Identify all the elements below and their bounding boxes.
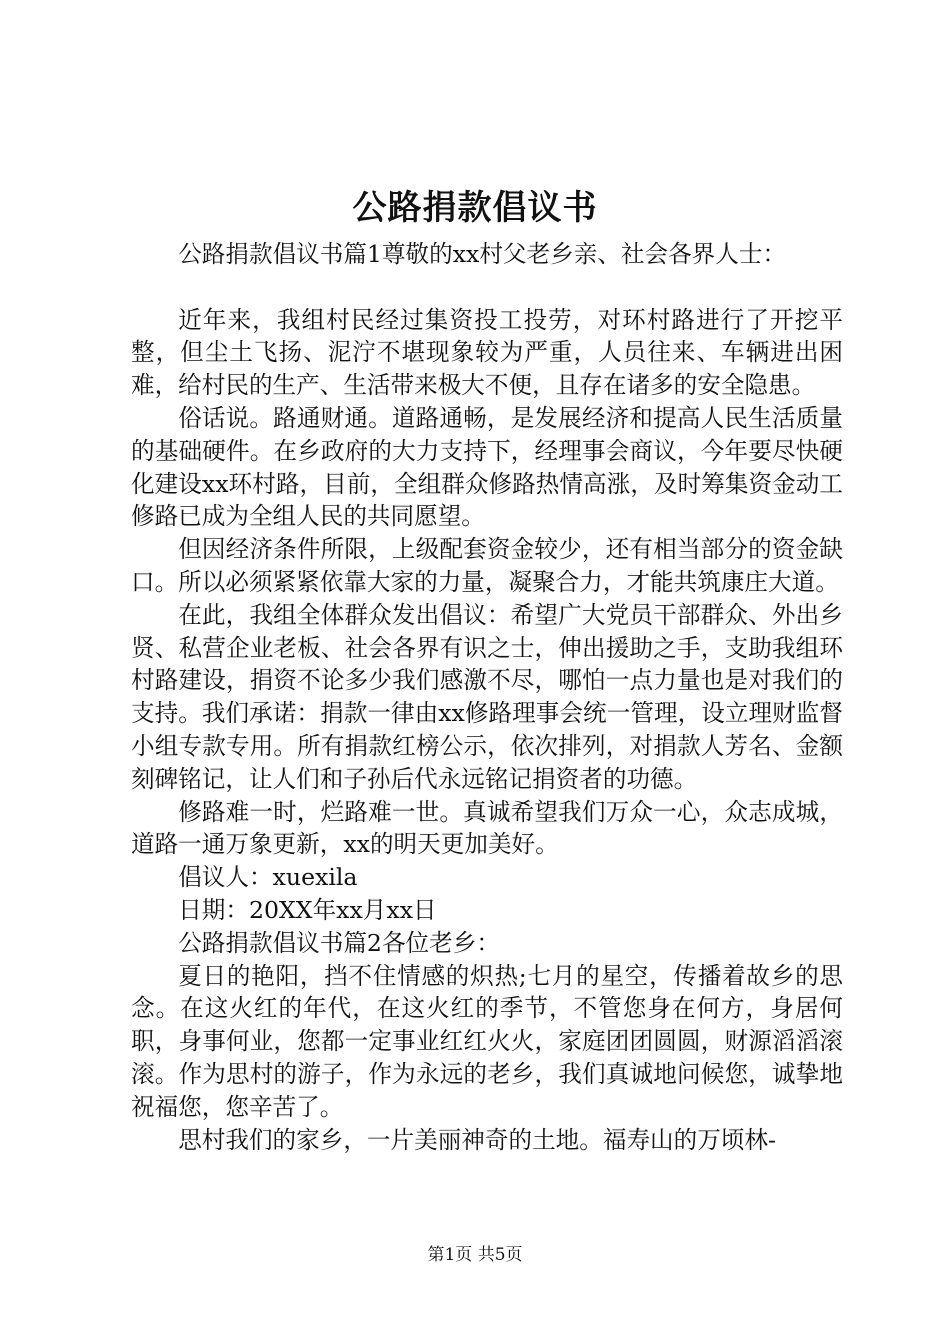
paragraph-intro: 公路捐款倡议书篇1尊敬的xx村父老乡亲、社会各界人士：: [178, 240, 787, 268]
paragraph: 在此，我组全体群众发出倡议：希望广大党员干部群众、外出乡贤、私营企业老板、社会各界有识之士，伸出援助之手，支助我组环村路建设，捐资不论多少我们感激不尽，哪怕一点力量也是对我们的支持。我们承诺：捐款一律由xx修路理事会统一管理，设立理财监督小组专款专用。所有捐款红榜公示，依次排列，对捐款人芳名、金额刻碑铭记，让人们和子孙后代永远铭记捐资者的功德。: [131, 600, 843, 793]
paragraph: 但因经济条件所限，上级配套资金较少，还有相当部分的资金缺口。所以必须紧紧依靠大家的力量，凝聚合力，才能共筑康庄大道。: [131, 535, 843, 596]
signature-date: 日期：20XX年xx月xx日: [178, 895, 437, 924]
document-title: 公路捐款倡议书: [352, 188, 598, 228]
paragraph: 近年来，我组村民经过集资投工投劳，对环村路进行了开挖平整，但尘土飞扬、泥泞不堪现象较为严重，人员往来、车辆进出困难，给村民的生产、生活带来极大不便，且存在诸多的安全隐患。: [131, 305, 843, 400]
page-number-footer: 第1页 共5页: [427, 1245, 523, 1265]
paragraph: 修路难一时，烂路难一世。真诚希望我们万众一心，众志成城，道路一通万象更新，xx的明天更加美好。: [131, 797, 843, 859]
paragraph: 思村我们的家乡，一片美丽神奇的土地。福寿山的万顷林-: [178, 1125, 777, 1154]
paragraph-section-two-heading: 公路捐款倡议书篇2各位老乡：: [178, 928, 500, 957]
paragraph: 俗话说。路通财通。道路通畅，是发展经济和提高人民生活质量的基础硬件。在乡政府的大力支持下，经理事会商议，今年要尽快硬化建设xx环村路，目前，全组群众修路热情高涨，及时筹集资金动工修路已成为全组人民的共同愿望。: [131, 403, 843, 531]
signature-proposer: 倡议人：xuexila: [178, 863, 358, 892]
document-body: [131, 238, 843, 1156]
paragraph: 夏日的艳阳，挡不住情感的炽热;七月的星空，传播着故乡的思念。在这火红的年代，在这火红的季节，不管您身在何方，身居何职，身事何业，您都一定事业红红火火，家庭团团圆圆，财源滔滔滚滚。作为思村的游子，作为永远的老乡，我们真诚地问候您，诚挚地祝福您，您辛苦了。: [131, 961, 843, 1121]
